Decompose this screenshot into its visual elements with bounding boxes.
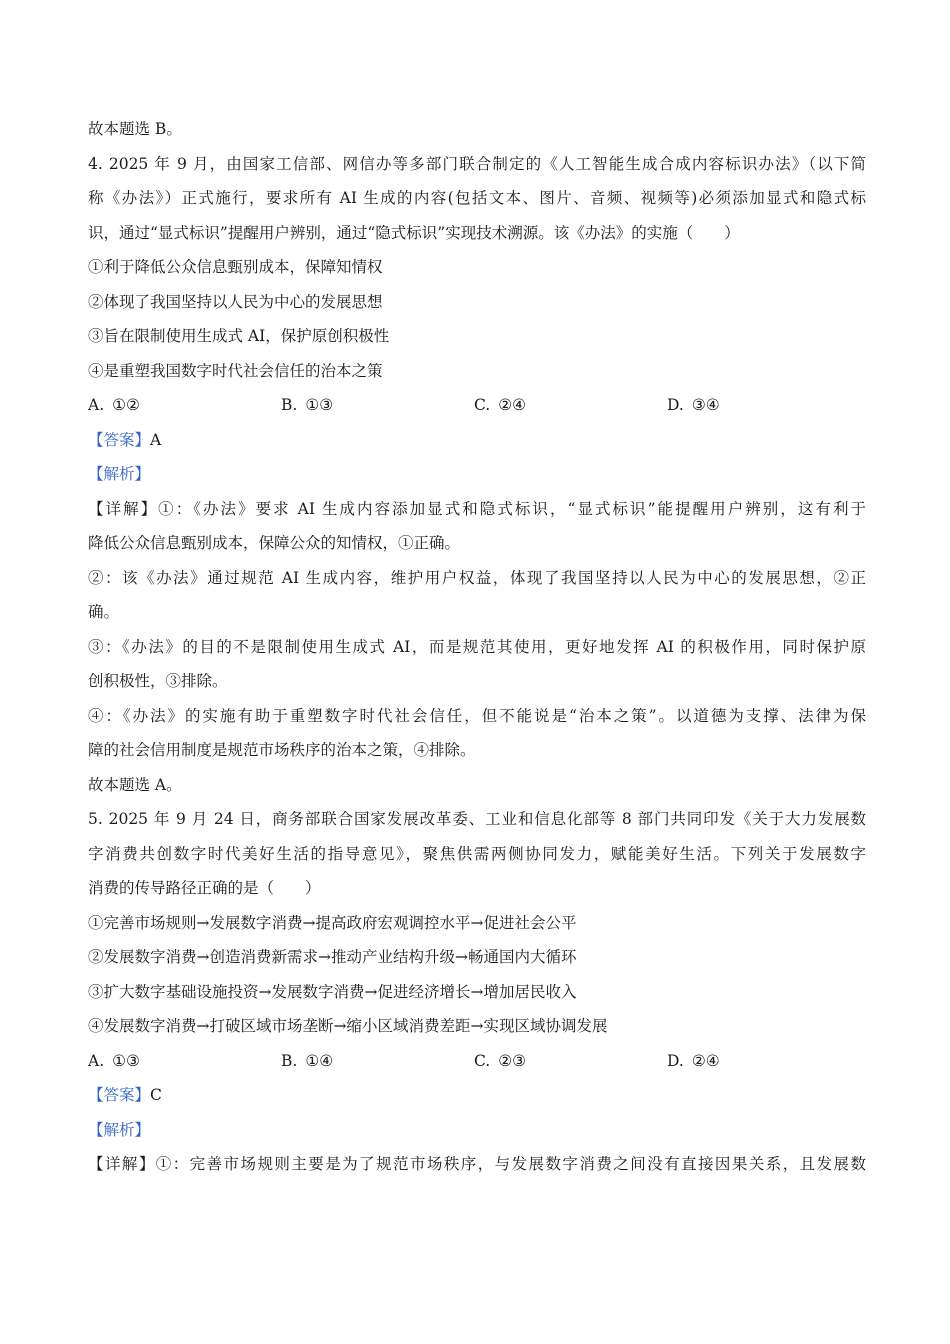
previous-question-conclusion: 故本题选 B。 (88, 120, 182, 138)
question-5-statement: ③扩大数字基础设施投资→发展数字消费→促进经济增长→增加居民收入 (88, 982, 577, 1001)
answer-tag: 【答案】 (88, 1086, 151, 1104)
question-4-detail-line: ②：该《办法》通过规范 AI 生成内容，维护用户权益，体现了我国坚持以人民为中心的发展思想，②正 (88, 568, 866, 587)
question-4-stem-line: 4. 2025 年 9 月，由国家工信部、网信办等多部门联合制定的《人工智能生成合成内容标识办法》（以下简 (88, 154, 866, 173)
question-5-statement: ②发展数字消费→创造消费新需求→推动产业结构升级→畅通国内大循环 (88, 948, 577, 966)
question-4-detail-line: 确。 (88, 603, 120, 621)
option-a: A. ①② (88, 396, 140, 414)
question-4-detail-line: 障的社会信用制度是规范市场秩序的治本之策，④排除。 (88, 741, 476, 759)
answer-tag: 【答案】 (88, 430, 151, 449)
question-5-answer (88, 1078, 866, 1113)
question-4-statement: ①利于降低公众信息甄别成本，保障知情权 (88, 258, 383, 276)
question-5 (88, 802, 866, 1182)
answer-value: A (150, 430, 162, 449)
question-4-analysis-heading (88, 457, 866, 492)
question-5-detail-line: 【详解】①：完善市场规则主要是为了规范市场秩序，与发展数字消费之间没有直接因果关系，且发展数 (88, 1155, 866, 1173)
question-4-answer (88, 423, 866, 458)
question-5-stem-line: 消费的传导路径正确的是（ ） (88, 879, 321, 897)
question-4-statement: ②体现了我国坚持以人民为中心的发展思想 (88, 292, 383, 311)
question-5-statement: ①完善市场规则→发展数字消费→提高政府宏观调控水平→促进社会公平 (88, 913, 577, 932)
question-4-detail-line: ④：《办法》的实施有助于重塑数字时代社会信任，但不能说是“治本之策”。以道德为支撑、法律为保 (88, 706, 866, 725)
question-4-statement: ④是重塑我国数字时代社会信任的治本之策 (88, 361, 383, 380)
question-4-stem-line: 识，通过“显式标识”提醒用户辨别，通过“隐式标识”实现技术溯源。该《办法》的实施（ ） (88, 223, 740, 242)
question-4-stem-line: 称《办法》）正式施行，要求所有 AI 生成的内容(包括文本、图片、音频、视频等)必须添加显式和隐式标 (88, 189, 866, 207)
option-d: D. ③④ (667, 396, 720, 414)
question-4-conclusion: 故本题选 A。 (88, 775, 182, 794)
question-4-detail-line: ③：《办法》的目的不是限制使用生成式 AI，而是规范其使用，更好地发挥 AI 的积极作用，同时保护原 (88, 637, 866, 656)
option-c: C. ②④ (474, 396, 527, 414)
question-4-detail-line: 【详解】①：《办法》要求 AI 生成内容添加显式和隐式标识，“显式标识”能提醒用户辨别，这有利于 (88, 499, 866, 518)
question-5-stem-line: 字消费共创数字时代美好生活的指导意见》，聚焦供需两侧协同发力，赋能美好生活。下列关于发展数字 (88, 844, 866, 863)
option-a: A. ①③ (88, 1051, 140, 1070)
option-b: B. ①③ (281, 396, 334, 414)
question-5-statement: ④发展数字消费→打破区域市场垄断→缩小区域消费差距→实现区域协调发展 (88, 1017, 608, 1035)
option-d: D. ②④ (667, 1051, 720, 1070)
question-5-analysis-heading (88, 1113, 866, 1148)
question-4-statement: ③旨在限制使用生成式 AI，保护原创积极性 (88, 327, 390, 345)
detail-tag: 【详解】 (88, 1155, 156, 1173)
answer-value: C (150, 1086, 162, 1104)
document-page (88, 112, 866, 1182)
option-b: B. ①④ (281, 1051, 334, 1070)
detail-tag: 【详解】 (88, 499, 159, 518)
question-4-detail-line: 创积极性，③排除。 (88, 672, 228, 690)
analysis-tag: 【解析】 (88, 465, 151, 483)
question-4-options (88, 388, 866, 423)
question-5-options (88, 1044, 866, 1079)
question-5-stem-line: 5. 2025 年 9 月 24 日，商务部联合国家发展改革委、工业和信息化部等 8 部门共同印发《关于大力发展数 (88, 810, 866, 828)
analysis-tag: 【解析】 (88, 1120, 151, 1139)
question-4-detail-line: 降低公众信息甄别成本，保障公众的知情权，①正确。 (88, 534, 461, 552)
option-c: C. ②③ (474, 1051, 527, 1070)
question-4 (88, 147, 866, 803)
